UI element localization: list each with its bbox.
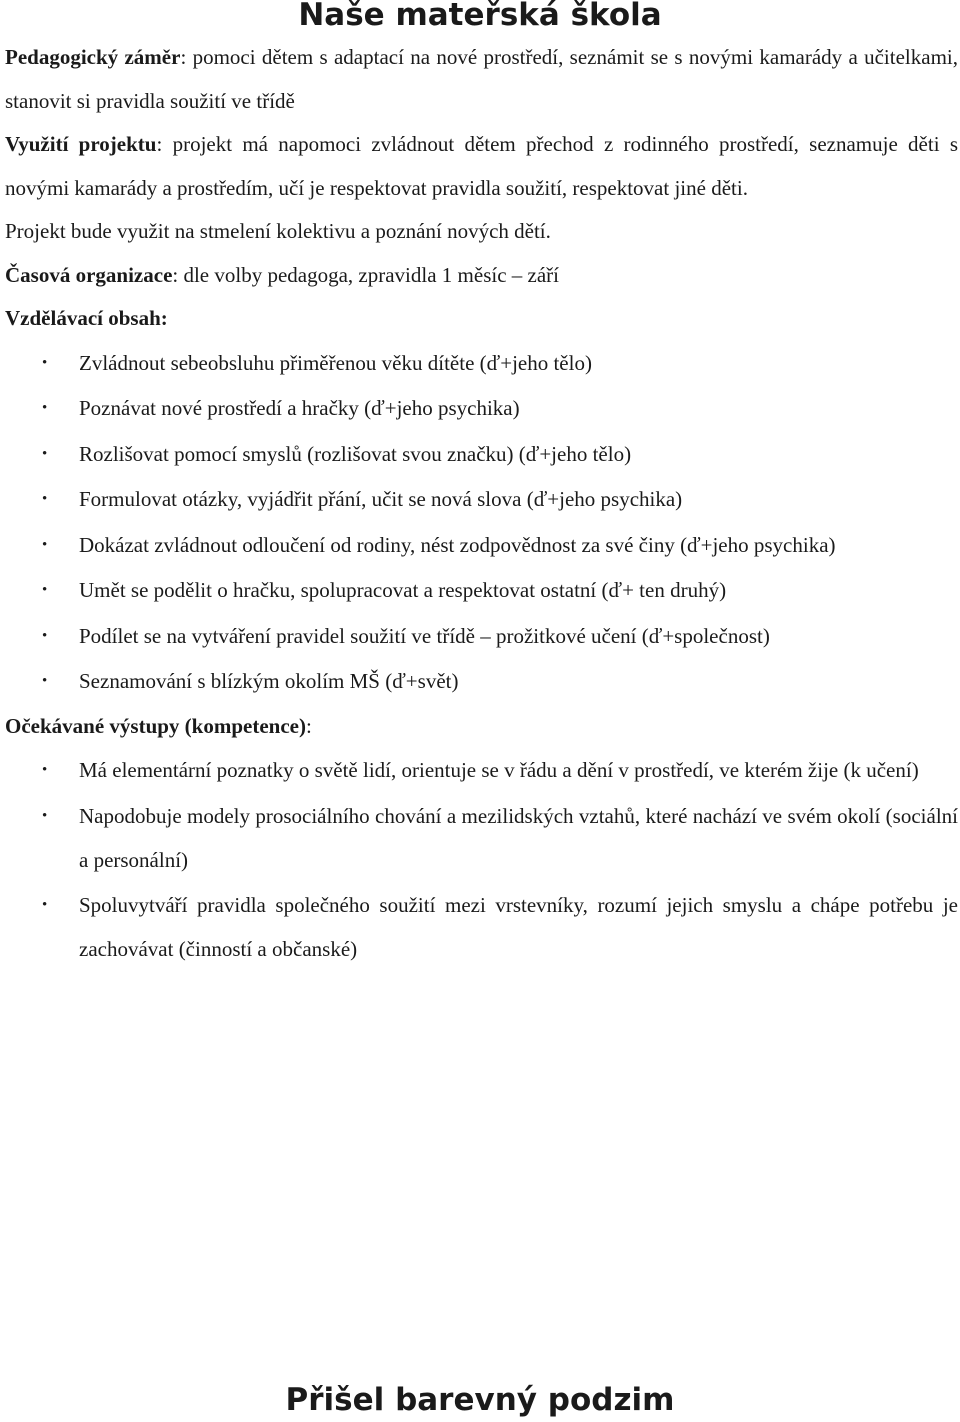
list-item: • Dokázat zvládnout odloučení od rodiny, nést zodpovědnost za své činy (ď+jeho psychika) [5,523,958,567]
bullet-icon: • [42,400,48,416]
pedagogicky-zamer-label: Pedagogický záměr [5,45,181,69]
casova-organizace-text: : dle volby pedagoga, zpravidla 1 měsíc – září [172,262,560,287]
vzdelavaci-obsah-heading: Vzdělávací obsah: [5,306,168,330]
casova-organizace-paragraph [5,254,958,298]
list-item: • Spoluvytváří pravidla společného soužití mezi vrstevníky, rozumí jejich smyslu a chápe potřebu je zachovávat (činností a občanské) [5,883,958,971]
ocekavane-vystupy-heading [5,705,958,749]
bullet-icon: • [42,762,48,778]
list-item: • Podílet se na vytváření pravidel soužití ve třídě – prožitkové učení (ď+společnost) [5,614,958,658]
ocekavane-vystupy-label: Očekávané výstupy (kompetence) [5,713,306,738]
vyuziti-projektu-text: : projekt má napomoci zvládnout dětem přechod z rodinného prostředí, seznamuje děti s novými kamarády a prostředím, učí je respektovat pravidla soužití, respektovat jiné děti. [5,132,958,200]
list-item: • Seznamování s blízkým okolím MŠ (ď+svět) [5,659,958,703]
vyuziti-projektu-label: Využití projektu [5,132,157,156]
pedagogicky-zamer-paragraph [5,36,958,123]
bullet-icon: • [42,673,48,689]
list-item: • Zvládnout sebeobsluhu přiměřenou věku dítěte (ď+jeho tělo) [5,341,958,385]
list-item: • Umět se podělit o hračku, spolupracovat a respektovat ostatní (ď+ ten druhý) [5,568,958,612]
bullet-icon: • [42,582,48,598]
bullet-icon: • [42,445,48,462]
list-item: • Napodobuje modely prosociálního chování a mezilidských vztahů, které nachází ve svém okolí (sociální a personální) [5,794,958,882]
vzdelavaci-obsah-list [5,341,958,704]
bullet-icon: • [42,536,48,553]
bullet-icon: • [42,627,48,644]
page-title: Naše mateřská škola [298,0,662,33]
next-section-title: Přišel barevný podzim [285,1382,675,1418]
ocekavane-vystupy-colon: : [305,713,312,738]
bullet-icon: • [42,491,48,507]
list-item: • Poznávat nové prostředí a hračky (ď+jeho psychika) [5,386,958,430]
list-item: • Má elementární poznatky o světě lidí, orientuje se v řádu a dění v prostředí, ve kterém žije (k učení) [5,748,958,792]
vyuziti-projektu-paragraph [5,123,958,210]
pedagogicky-zamer-text: : pomoci dětem s adaptací na nové prostředí, seznámit se s novými kamarády a učitelkami, stanovit si pravidla soužití ve třídě [5,45,958,113]
casova-organizace-label: Časová organizace [5,262,173,287]
ocekavane-vystupy-list [5,748,958,971]
document-body [5,36,958,973]
projekt-stmeleni-paragraph: Projekt bude využit na stmelení kolektivu a poznání nových dětí. [5,219,551,243]
bullet-icon: • [42,354,48,371]
list-item: • Rozlišovat pomocí smyslů (rozlišovat svou značku) (ď+jeho tělo) [5,432,958,476]
bullet-icon: • [42,807,48,824]
list-item: • Formulovat otázky, vyjádřit přání, učit se nová slova (ď+jeho psychika) [5,477,958,521]
bullet-icon: • [42,897,48,913]
